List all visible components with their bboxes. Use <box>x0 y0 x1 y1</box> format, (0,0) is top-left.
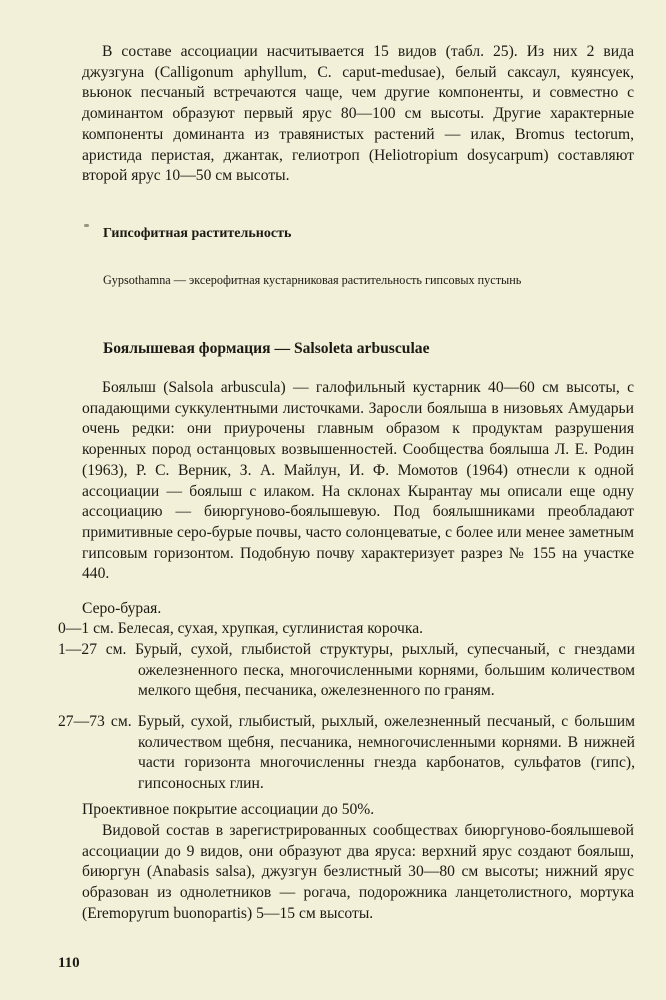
horizon-text: Бурый, сухой, глыбистой структуры, рыхлый, супесчаный, с гнездами ожелезненного песка, многочисленными корнями, большим количеством мелкого щебня, песчаника, ожелезненного по граням. <box>135 641 635 700</box>
final-paragraph: Видовой состав в зарегистрированных сообществах биюргуново-боялышевой ассоциации до 9 видов, они образуют два яруса: верхний ярус создают боялыш, биюргун (Anabasis salsa), джузгун безлистный 30—80 см высоты; нижний ярус образован из однолетников — рогача, подорожника ланцетолистного, мортука (Eremopyrum buonopartis) 5—15 см высоты. <box>82 822 634 922</box>
formation-paragraph: Боялыш (Salsola arbuscula) — галофильный кустарник 40—60 см высоты, с опадающими суккулентными листочками. Заросли боялыша в низовьях Амударьи очень редки: они приурочены главным образом к продуктам разрушения коренных пород останцовых возвышенностей. Сообщества боялыша Л. Е. Родин (1963), Р. С. Верник, З. А. Майлун, И. Ф. Момотов (1964) отнесли к одной ассоциации — боялыш с илаком. На склонах Кырантау мы описали еще одну ассоциацию — биюргуново-боялышевую. Под боялышниками преобладают примитивные серо-бурые почвы, часто солонцеватые, с более или менее заметным гипсовым горизонтом. Подобную почву характеризует разрез № 155 на участке 440. <box>82 379 634 583</box>
formation-heading: Боялышевая формация — Salsoleta arbusculae <box>103 340 430 357</box>
section-subtitle: Gypsothamna — эксерофитная кустарниковая растительность гипсовых пустынь <box>103 273 522 287</box>
horizon-text: Белесая, сухая, хрупкая, суглинистая корочка. <box>117 620 424 637</box>
horizon-depth: 0—1 см. <box>58 620 114 637</box>
coverage-line: Проективное покрытие ассоциации до 50%. <box>82 801 375 818</box>
print-speck <box>84 224 89 227</box>
horizon-1 <box>58 640 635 702</box>
horizon-2 <box>58 712 635 795</box>
horizon-depth: 27—73 см. <box>58 713 132 730</box>
soil-name: Серо-бурая. <box>82 600 162 617</box>
horizon-text: Бурый, сухой, глыбистый, рыхлый, ожелезненный песчаный, с большим количеством щебня, песчаника, немногочисленными корнями. В нижней части горизонта многочисленны гнезда карбонатов, сульфатов (гипс), гипсоносных глин. <box>137 713 635 793</box>
horizon-depth: 1—27 см. <box>58 641 127 658</box>
horizon-0 <box>58 619 635 640</box>
section-heading: Гипсофитная растительность <box>103 226 292 241</box>
intro-paragraph: В составе ассоциации насчитывается 15 видов (табл. 25). Из них 2 вида джузгуна (Calligonum aphyllum, C. caput-medusae), белый саксаул, куянсуек, вьюнок песчаный встречаются чаще, чем другие компоненты, и совместно с доминантом образуют первый ярус 80—100 см высоты. Другие характерные компоненты доминанта из травянистых растений — илак, Bromus tectorum, аристида перистая, джантак, гелиотроп (Heliotropium dosycarpum) составляют второй ярус 10—50 см высоты. <box>82 43 634 185</box>
page-number: 110 <box>58 955 80 971</box>
